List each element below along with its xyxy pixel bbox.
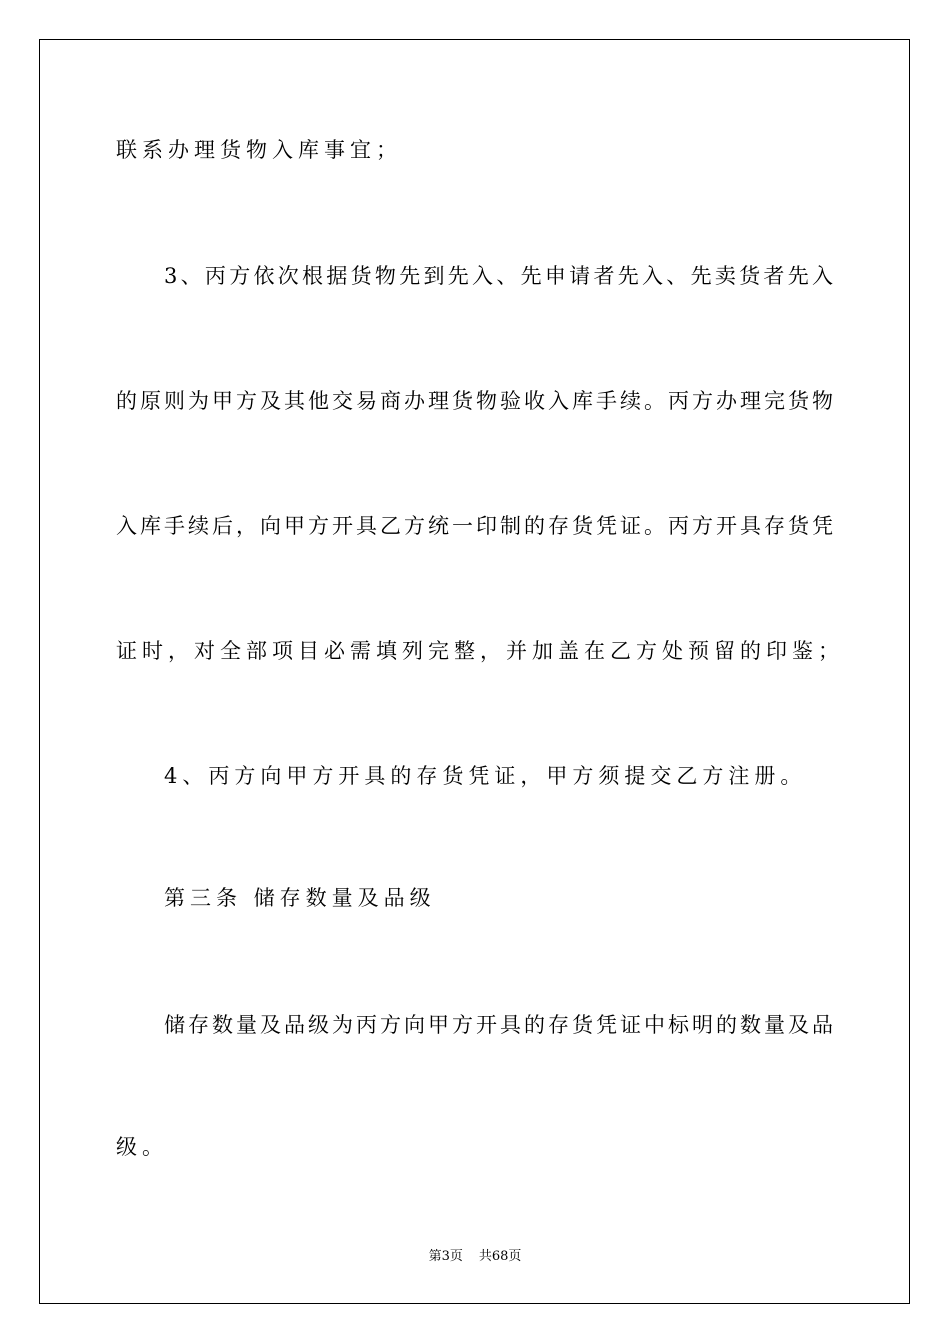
page-total: 共68页 [478, 1249, 522, 1264]
paragraph-line: 入库手续后，向甲方开具乙方统一印制的存货凭证。丙方开具存货凭 [116, 514, 833, 538]
paragraph-line: 级。 [116, 1135, 168, 1159]
paragraph-line: 储存数量及品级为丙方向甲方开具的存货凭证中标明的数量及品 [164, 1013, 833, 1037]
page-border [39, 39, 910, 1304]
paragraph-line: 3、丙方依次根据货物先到先入、先申请者先入、先卖货者先入 [164, 264, 833, 288]
paragraph-line: 证时，对全部项目必需填列完整，并加盖在乙方处预留的印鉴； [116, 639, 844, 663]
section-heading: 第三条 储存数量及品级 [164, 886, 436, 910]
paragraph-line: 联系办理货物入库事宜； [116, 138, 402, 162]
page-footer [0, 1248, 950, 1266]
paragraph-line: 的原则为甲方及其他交易商办理货物验收入库手续。丙方办理完货物 [116, 389, 833, 413]
page-number: 第3页 [428, 1249, 463, 1264]
paragraph-line: 4、丙方向甲方开具的存货凭证，甲方须提交乙方注册。 [164, 764, 807, 788]
